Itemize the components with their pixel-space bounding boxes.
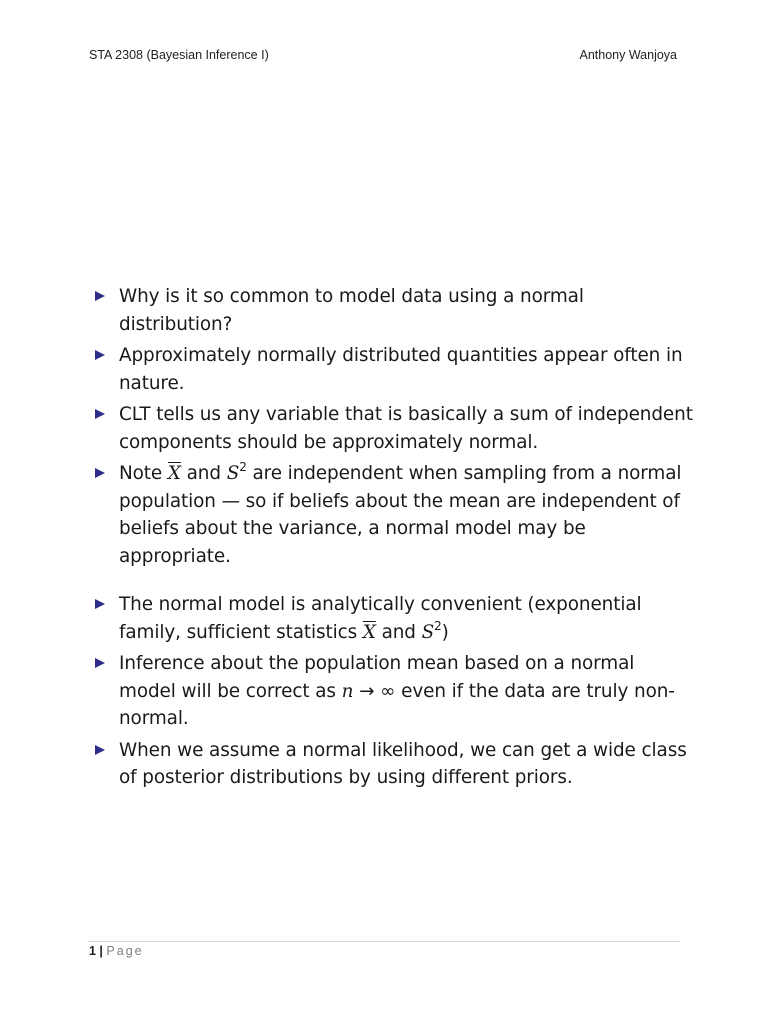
bullet-text: Approximately normally distributed quantities appear often in nature. — [119, 345, 683, 394]
triangle-bullet-icon — [95, 350, 105, 360]
bullet-text-mid: and — [375, 621, 422, 643]
xbar-symbol: $\overline{X}$ — [362, 621, 376, 643]
bullet-text: When we assume a normal likelihood, we can get a wide class of posterior distributions by using different priors. — [119, 739, 687, 788]
bullet-text-mid: and — [180, 463, 227, 484]
bullet-list — [95, 283, 695, 796]
xbar-symbol: $\overline{X}$ — [167, 463, 181, 484]
bullet-text-pre: Inference about the population mean based on a normal model will be correct as — [119, 653, 635, 702]
course-title: STA 2308 (Bayesian Inference I) — [89, 48, 269, 62]
bullet-text-post: are independent when sampling from a normal population — so if beliefs about the mean are independent of beliefs about the variance, a normal model may be appropriate. — [119, 463, 682, 567]
bullet-inference — [95, 650, 695, 733]
bullet-text-pre: Note — [119, 463, 168, 484]
bullet-convenient — [95, 591, 695, 646]
superscript-two: 2 — [239, 460, 247, 474]
triangle-bullet-icon — [95, 291, 105, 301]
bullet-text: CLT tells us any variable that is basically a sum of independent components should be approximately normal. — [119, 404, 693, 453]
page-header — [89, 48, 677, 66]
triangle-bullet-icon — [95, 658, 105, 668]
page-footer — [89, 944, 144, 958]
bullet-independence — [95, 460, 695, 570]
triangle-bullet-icon — [95, 468, 105, 478]
n-symbol: n — [341, 680, 354, 702]
bullet-text-post: even if the data are truly non-normal. — [119, 680, 675, 729]
footer-divider — [88, 941, 680, 942]
limit-arrow: → ∞ — [353, 680, 396, 702]
triangle-bullet-icon — [95, 409, 105, 419]
bullet-clt — [95, 401, 695, 456]
page-number: 1 — [89, 944, 96, 958]
bullet-likelihood — [95, 737, 695, 792]
bullet-why-normal — [95, 283, 695, 338]
bullet-text: Why is it so common to model data using a normal distribution? — [119, 286, 584, 335]
page-label: Page — [106, 944, 144, 958]
s-symbol: S — [226, 463, 240, 484]
page-separator: | — [95, 944, 107, 958]
bullet-nature — [95, 342, 695, 397]
bullet-text-pre: The normal model is analytically convenient (exponential family, sufficient statistics — [119, 594, 642, 643]
triangle-bullet-icon — [95, 599, 105, 609]
bullet-text-post: ) — [441, 621, 449, 643]
triangle-bullet-icon — [95, 745, 105, 755]
superscript-two: 2 — [434, 618, 442, 633]
s-symbol: S — [421, 621, 435, 643]
author-name: Anthony Wanjoya — [579, 48, 677, 62]
